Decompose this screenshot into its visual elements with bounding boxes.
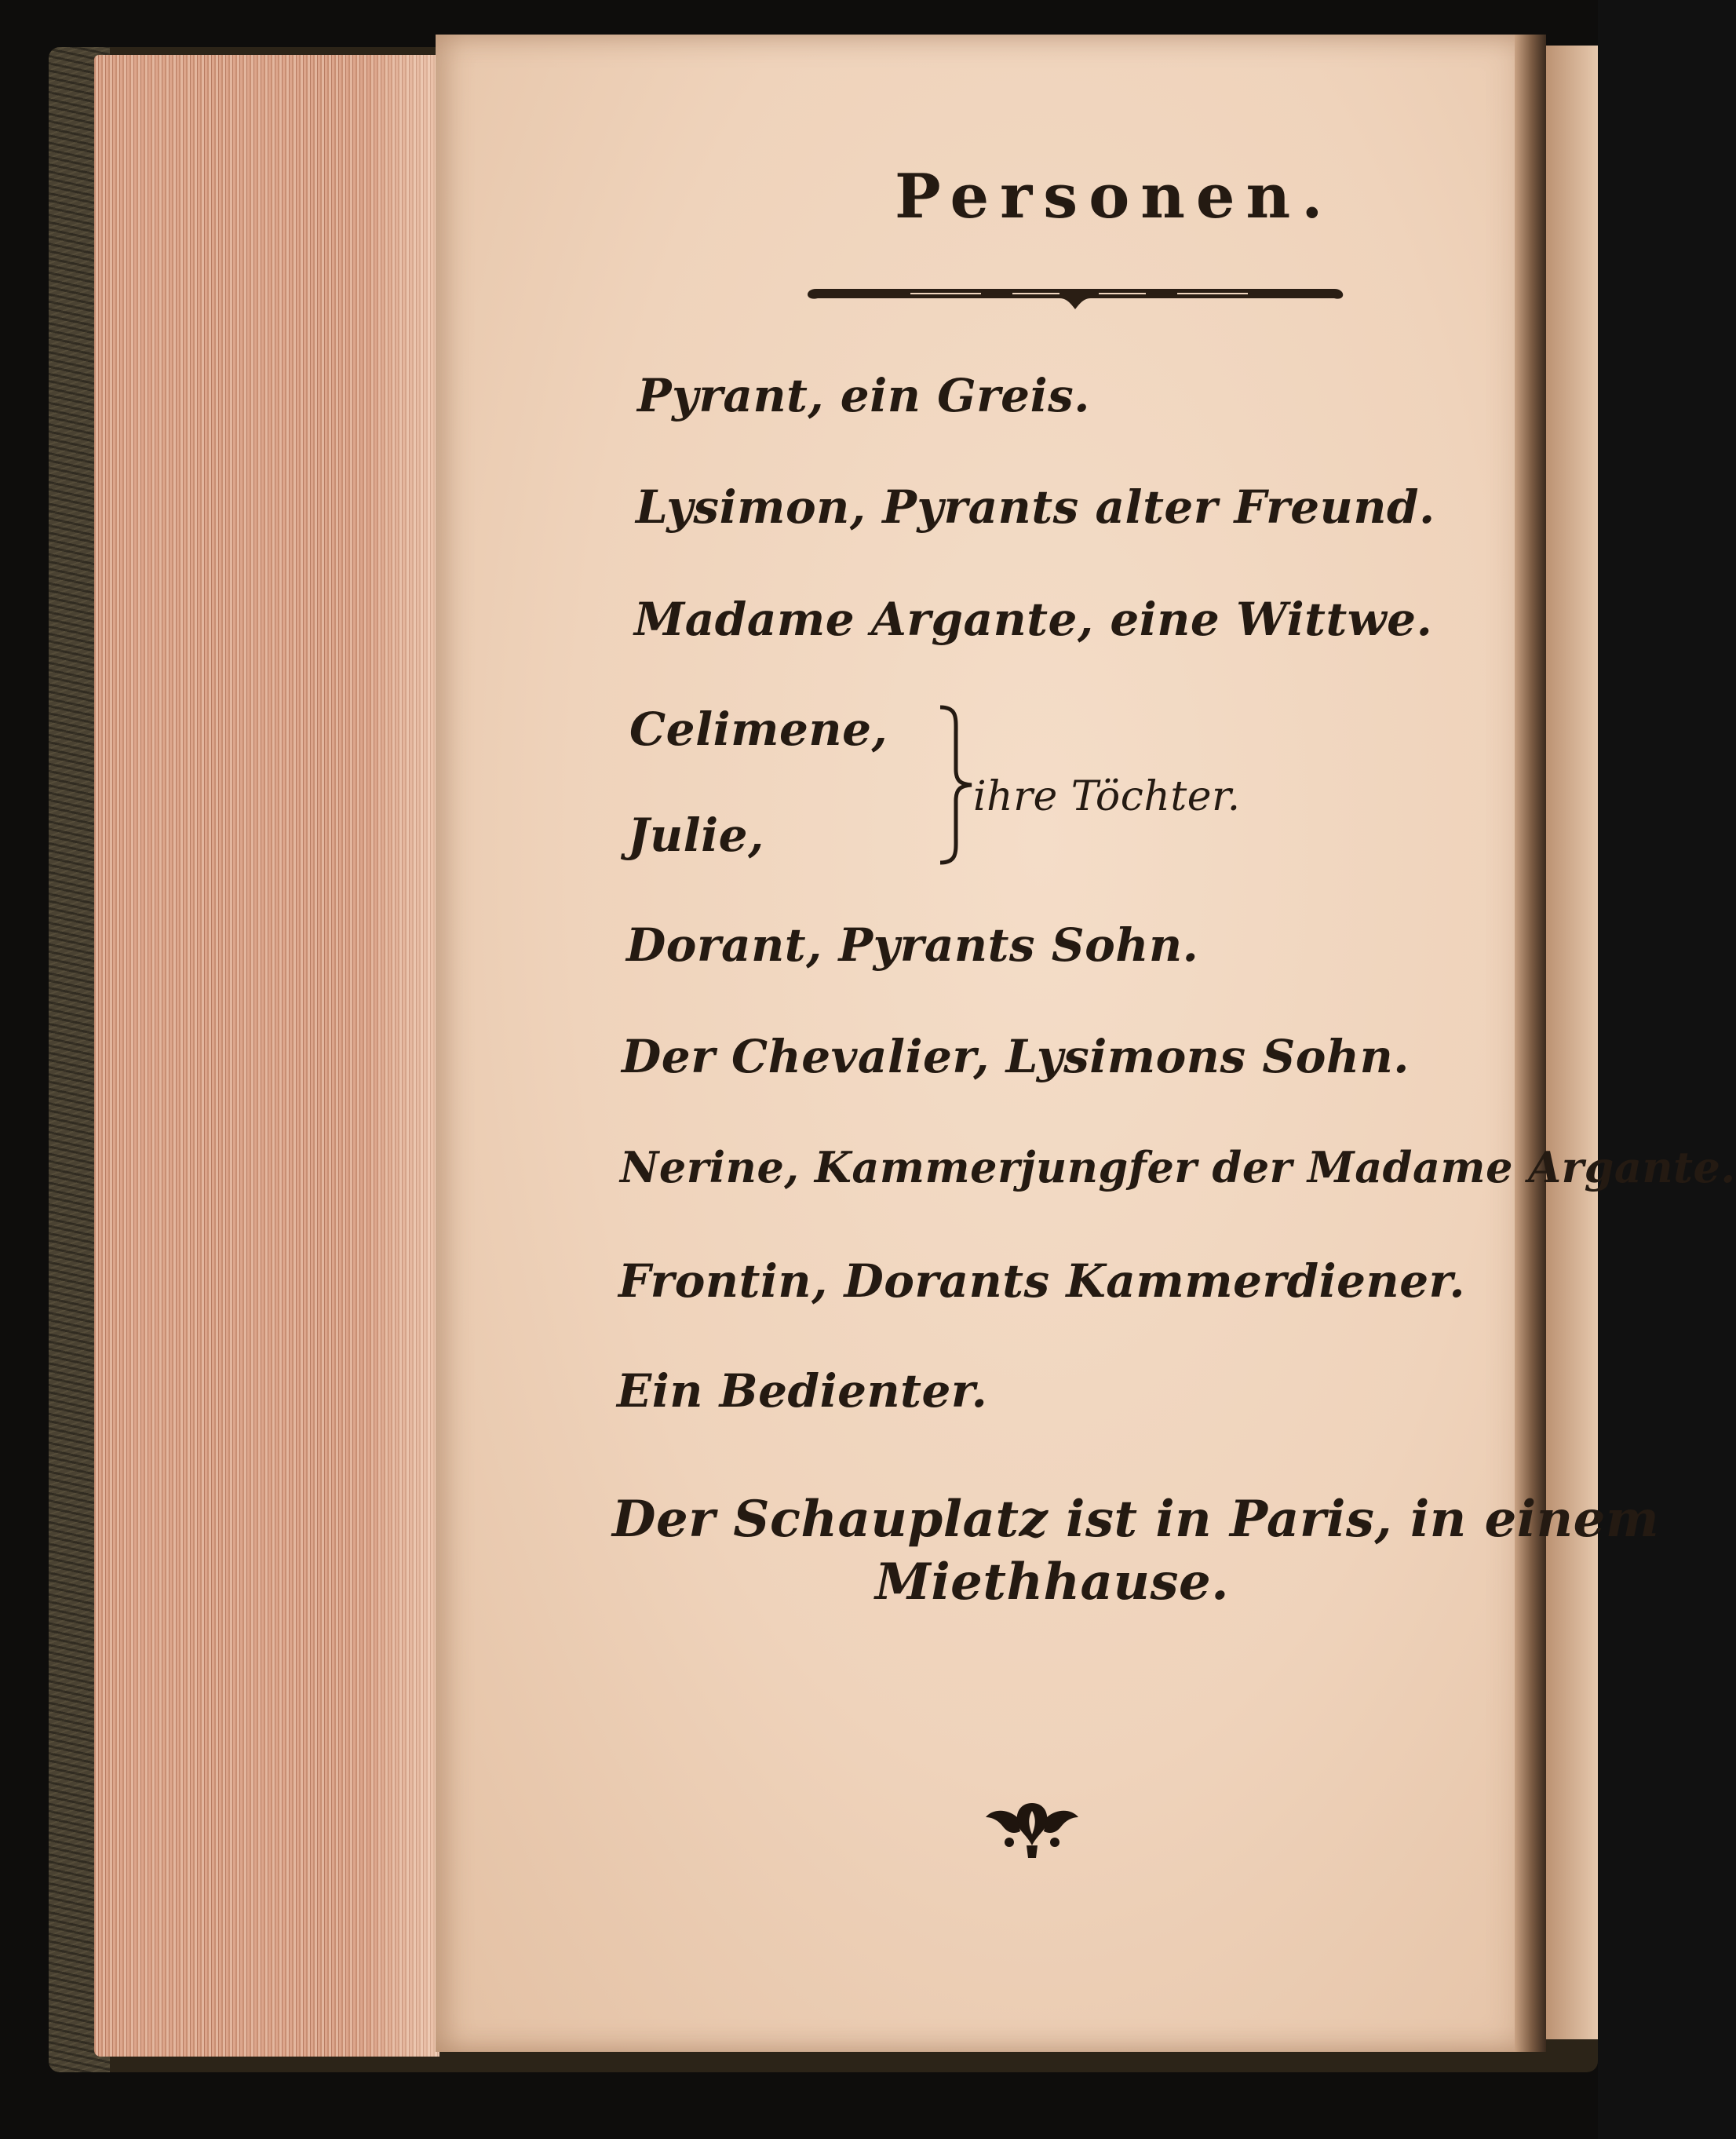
character-pyrant: Pyrant, ein Greis. xyxy=(637,369,1090,422)
daughters-label: ihre Töchter. xyxy=(973,773,1241,820)
character-nerine: Nerine, Kammerjungfer der Madame Argante. xyxy=(620,1142,1736,1192)
character-celimene: Celimene, xyxy=(629,703,888,756)
setting-line-2: Miethhause. xyxy=(875,1553,1230,1612)
character-madame-argante: Madame Argante, eine Wittwe. xyxy=(634,593,1433,646)
page-edges-shade xyxy=(369,55,439,2057)
character-bedienter: Ein Bedienter. xyxy=(617,1364,988,1418)
character-frontin: Frontin, Dorants Kammerdiener. xyxy=(618,1254,1466,1308)
page-gutter xyxy=(1515,35,1546,2052)
character-chevalier: Der Chevalier, Lysimons Sohn. xyxy=(622,1030,1410,1083)
character-lysimon: Lysimon, Pyrants alter Freund. xyxy=(636,480,1435,534)
setting-line-1: Der Schauplatz ist in Paris, in einem xyxy=(612,1490,1660,1549)
character-dorant: Dorant, Pyrants Sohn. xyxy=(626,918,1199,972)
facing-page-edge xyxy=(1543,46,1598,2039)
character-julie: Julie, xyxy=(628,809,764,862)
ornamental-rule-icon xyxy=(801,275,1350,314)
fleuron-ornament-icon xyxy=(981,1794,1083,1864)
page-title: Personen. xyxy=(895,161,1334,232)
